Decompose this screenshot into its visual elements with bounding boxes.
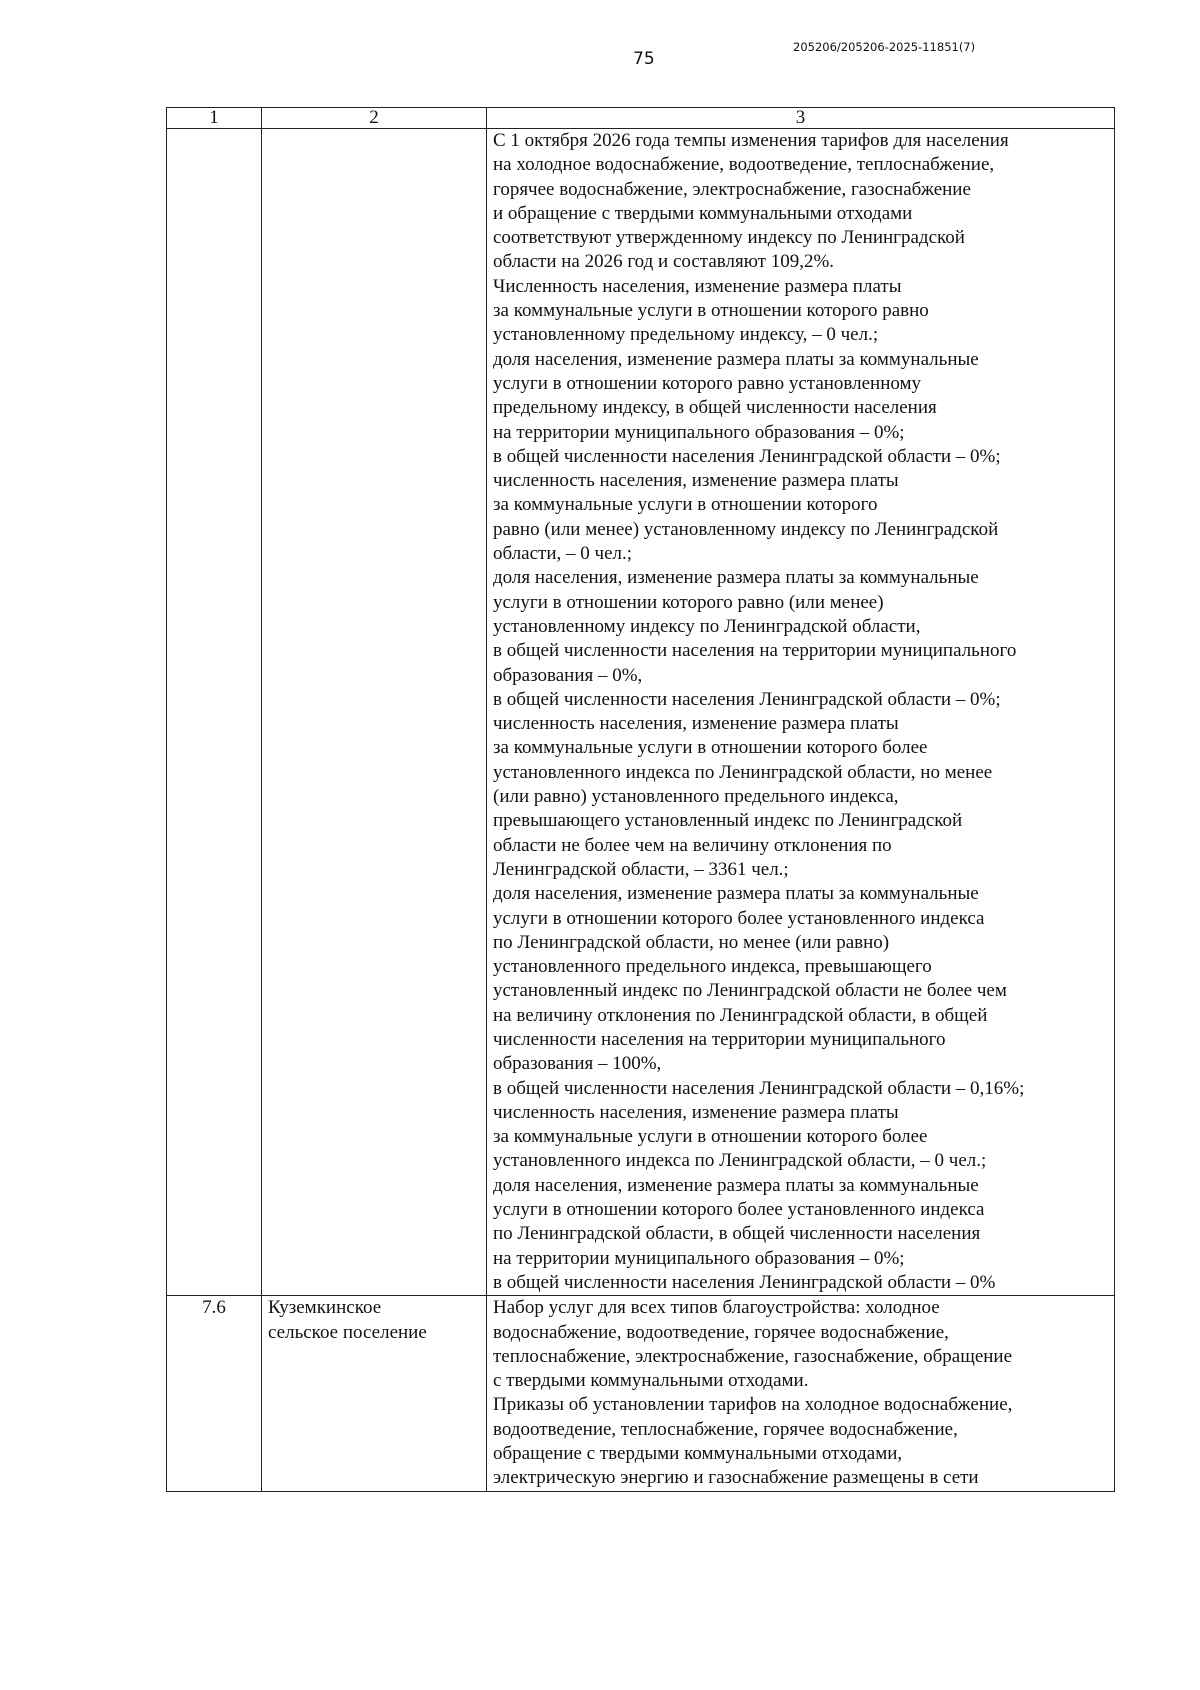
text-line: электрическую энергию и газоснабжение размещены в сети: [493, 1467, 979, 1489]
text-line: Ленинградской области, – 3361 чел.;: [493, 858, 789, 880]
text-line: на величину отклонения по Ленинградской области, в общей: [493, 1004, 988, 1026]
column-header-1: 1: [167, 108, 262, 129]
text-line: обращение с твердыми коммунальными отходами,: [493, 1443, 903, 1465]
settlement-name-cell: [262, 129, 487, 1296]
column-header-2: 2: [262, 108, 487, 129]
text-line: в общей численности населения Ленинградской области – 0%: [493, 1271, 996, 1293]
text-line: доля населения, изменение размера платы за коммунальные: [493, 567, 979, 589]
text-line: водоснабжение, водоотведение, горячее водоснабжение,: [493, 1321, 949, 1343]
text-line: образования – 100%,: [493, 1053, 662, 1075]
text-line: теплоснабжение, электроснабжение, газоснабжение, обращение: [493, 1345, 1013, 1367]
text-line: доля населения, изменение размера платы за коммунальные: [493, 348, 979, 370]
text-line: сельское поселение: [268, 1321, 427, 1343]
text-line: численность населения, изменение размера платы: [493, 470, 899, 492]
column-header-3: 3: [487, 108, 1115, 129]
text-line: предельному индексу, в общей численности населения: [493, 397, 937, 419]
text-line: с твердыми коммунальными отходами.: [493, 1370, 809, 1392]
text-line: области на 2026 год и составляют 109,2%.: [493, 251, 835, 273]
description-cell: [487, 129, 1115, 1296]
text-line: образования – 0%,: [493, 664, 643, 686]
text-line: горячее водоснабжение, электроснабжение, газоснабжение: [493, 178, 971, 200]
text-line: численности населения на территории муниципального: [493, 1028, 946, 1050]
table-row: [167, 1296, 1115, 1491]
text-line: Приказы об установлении тарифов на холодное водоснабжение,: [493, 1394, 1013, 1416]
text-line: услуги в отношении которого равно (или менее): [493, 591, 884, 613]
text-line: по Ленинградской области, в общей численности населения: [493, 1223, 981, 1245]
text-line: равно (или менее) установленному индексу по Ленинградской: [493, 518, 999, 540]
text-line: в общей численности населения Ленинградской области – 0%;: [493, 688, 1001, 710]
text-line: на территории муниципального образования – 0%;: [493, 1247, 905, 1269]
text-line: за коммунальные услуги в отношении которого более: [493, 737, 928, 759]
text-line: численность населения, изменение размера платы: [493, 1101, 899, 1123]
text-line: Куземкинское: [268, 1297, 382, 1319]
settlement-name-cell: [262, 1296, 487, 1491]
column-header-row: [167, 108, 1115, 129]
text-line: за коммунальные услуги в отношении которого более: [493, 1126, 928, 1148]
text-line: Набор услуг для всех типов благоустройства: холодное: [493, 1297, 940, 1319]
page-number: 75: [633, 49, 655, 69]
text-line: установленный индекс по Ленинградской области не более чем: [493, 980, 1007, 1002]
text-line: услуги в отношении которого более установленного индекса: [493, 1199, 985, 1221]
text-line: численность населения, изменение размера платы: [493, 713, 899, 735]
text-line: доля населения, изменение размера платы за коммунальные: [493, 1174, 979, 1196]
text-line: в общей численности населения Ленинградской области – 0,16%;: [493, 1077, 1025, 1099]
text-line: установленному предельному индексу, – 0 чел.;: [493, 324, 879, 346]
text-line: установленного индекса по Ленинградской области, – 0 чел.;: [493, 1150, 987, 1172]
text-line: установленному индексу по Ленинградской области,: [493, 615, 921, 637]
text-line: установленного индекса по Ленинградской области, но менее: [493, 761, 993, 783]
text-line: в общей численности населения на территории муниципального: [493, 640, 1017, 662]
table-row: [167, 129, 1115, 1296]
text-line: в общей численности населения Ленинградской области – 0%;: [493, 445, 1001, 467]
text-line: на холодное водоснабжение, водоотведение, теплоснабжение,: [493, 154, 995, 176]
text-line: области не более чем на величину отклонения по: [493, 834, 892, 856]
text-line: установленного предельного индекса, превышающего: [493, 956, 932, 978]
text-line: соответствуют утвержденному индексу по Ленинградской: [493, 227, 965, 249]
document-id: 205206/205206-2025-11851(7): [793, 40, 976, 54]
text-line: водоотведение, теплоснабжение, горячее водоснабжение,: [493, 1418, 958, 1440]
text-line: и обращение с твердыми коммунальными отходами: [493, 202, 913, 224]
text-line: на территории муниципального образования – 0%;: [493, 421, 905, 443]
text-line: доля населения, изменение размера платы за коммунальные: [493, 883, 979, 905]
text-line: С 1 октября 2026 года темпы изменения тарифов для населения: [493, 130, 1009, 151]
text-line: услуги в отношении которого более установленного индекса: [493, 907, 985, 929]
row-number-cell: 7.6: [167, 1296, 262, 1491]
text-line: за коммунальные услуги в отношении которого равно: [493, 300, 929, 322]
text-line: превышающего установленный индекс по Ленинградской: [493, 810, 963, 832]
text-line: услуги в отношении которого равно установленному: [493, 372, 922, 394]
tariff-table: [166, 107, 1115, 1492]
text-line: (или равно) установленного предельного индекса,: [493, 786, 899, 808]
text-line: по Ленинградской области, но менее (или равно): [493, 931, 890, 953]
text-line: Численность населения, изменение размера платы: [493, 275, 902, 297]
text-line: за коммунальные услуги в отношении которого: [493, 494, 878, 516]
row-number-cell: [167, 129, 262, 1296]
description-cell: [487, 1296, 1115, 1491]
text-line: области, – 0 чел.;: [493, 543, 633, 565]
